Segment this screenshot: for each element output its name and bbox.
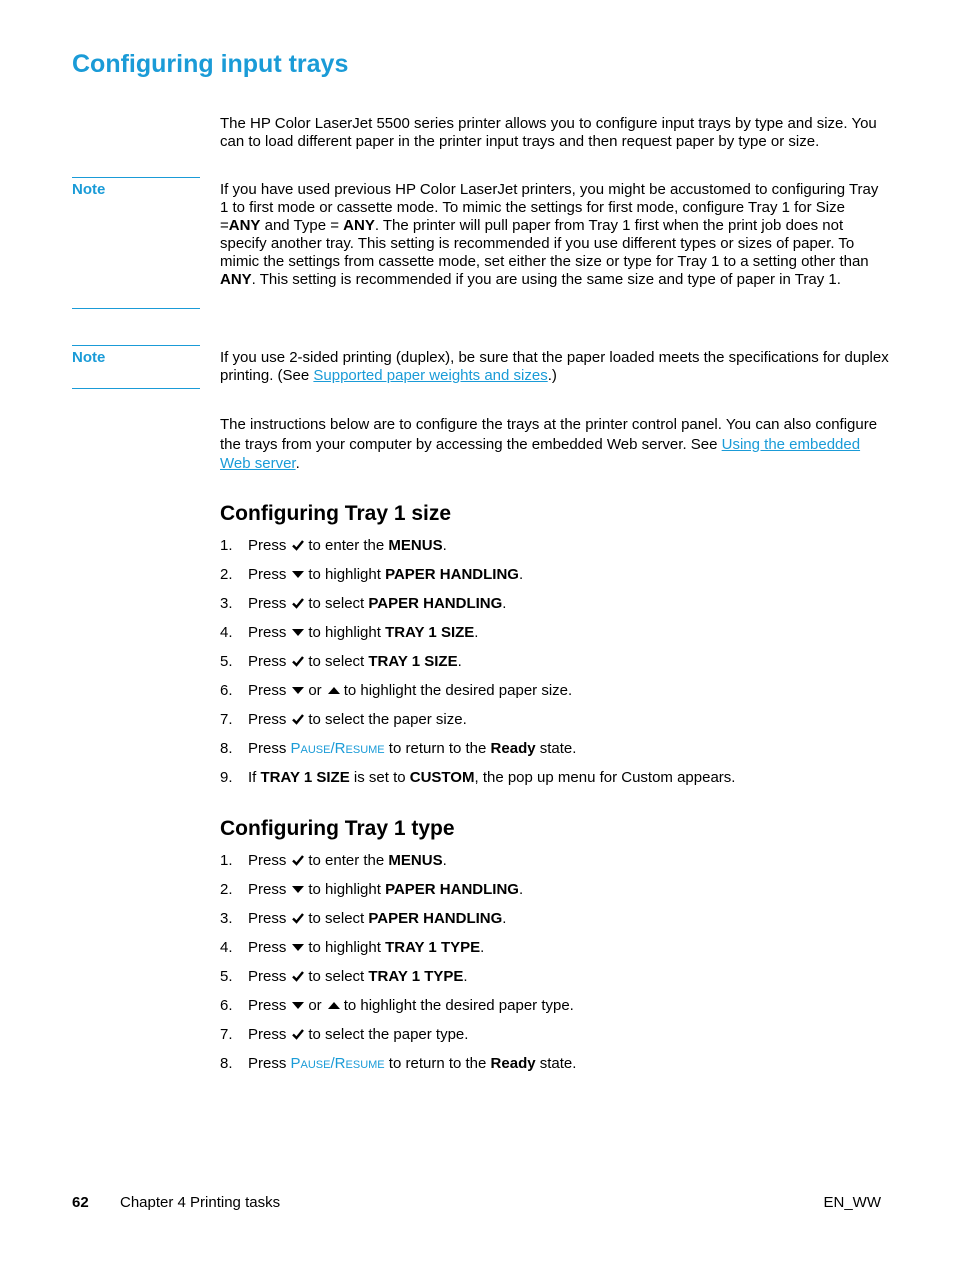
step-item: 1. Press to enter the MENUS. — [220, 537, 447, 554]
step-number: 2. — [220, 881, 233, 898]
step-item: 7. Press to select the paper size. — [220, 711, 467, 728]
step-item: 8. Press PAUSE/RESUME to return to the Ready state. — [220, 1055, 577, 1072]
step-item: 8. Press PAUSE/RESUME to return to the Ready state. — [220, 740, 577, 757]
section-heading: Configuring Tray 1 size — [220, 502, 452, 525]
step-item: 7. Press to select the paper type. — [220, 1026, 469, 1043]
checkmark-icon — [291, 969, 305, 983]
step-number: 3. — [220, 595, 233, 612]
step-item: 9. If TRAY 1 SIZE is set to CUSTOM, the pop up menu for Custom appears. — [220, 769, 736, 786]
step-number: 1. — [220, 537, 233, 554]
step-number: 6. — [220, 997, 233, 1014]
step-item: 5. Press to select TRAY 1 SIZE. — [220, 653, 462, 670]
checkmark-icon — [291, 1027, 305, 1041]
step-number: 3. — [220, 910, 233, 927]
note-top-rule — [72, 177, 200, 178]
step-item: 3. Press to select PAPER HANDLING. — [220, 595, 507, 612]
step-number: 5. — [220, 968, 233, 985]
note-bottom-rule — [72, 388, 200, 389]
down-arrow-icon — [291, 882, 305, 896]
tray-size-steps — [220, 537, 900, 798]
locale-code: EN_WW — [823, 1194, 881, 1211]
step-item: 1. Press to enter the MENUS. — [220, 852, 447, 869]
step-item: 6. Press or to highlight the desired paper type. — [220, 997, 574, 1014]
step-number: 8. — [220, 740, 233, 757]
down-arrow-icon — [291, 683, 305, 697]
checkmark-icon — [291, 654, 305, 668]
step-number: 2. — [220, 566, 233, 583]
step-item: 5. Press to select TRAY 1 TYPE. — [220, 968, 468, 985]
intro-paragraph: The HP Color LaserJet 5500 series printer allows you to configure input trays by type and size. You can to load different paper in the printer input trays and then request paper by type or size. — [220, 115, 877, 150]
embedded-web-server-link[interactable]: Using the embedded Web server — [220, 435, 861, 472]
pause-resume-key: PAUSE/RESUME — [290, 1055, 385, 1072]
step-number: 6. — [220, 682, 233, 699]
down-arrow-icon — [291, 625, 305, 639]
step-item: 4. Press to highlight TRAY 1 SIZE. — [220, 624, 479, 641]
step-number: 8. — [220, 1055, 233, 1072]
note-bottom-rule — [72, 308, 200, 309]
instructions-paragraph: The instructions below are to configure the trays at the printer control panel. You can also configure the trays from your computer by accessing the embedded Web server. See Using the embedded Web server. — [220, 416, 878, 472]
note-label: Note — [72, 181, 106, 198]
chapter-title: Chapter 4 Printing tasks — [120, 1194, 281, 1211]
step-number: 4. — [220, 624, 233, 641]
tray-type-steps — [220, 852, 900, 1084]
step-number: 1. — [220, 852, 233, 869]
down-arrow-icon — [291, 567, 305, 581]
down-arrow-icon — [291, 940, 305, 954]
checkmark-icon — [291, 911, 305, 925]
section-heading: Configuring Tray 1 type — [220, 817, 455, 840]
note-text: If you have used previous HP Color LaserJet printers, you might be accustomed to configuring Tray 1 to first mode or cassette mode. To mimic the settings for first mode, configure Tray 1 for Size =ANY and Type = ANY. The printer will pull paper from Tray 1 first when the print job does not specify another tray. This setting is recommended if you use different types or sizes of paper. To mimic the settings from cassette mode, set either the size or type for Tray 1 to a setting other than ANY. This setting is recommended if you are using the same size and type of paper in Tray 1. — [220, 181, 879, 288]
checkmark-icon — [291, 596, 305, 610]
step-number: 7. — [220, 1026, 233, 1043]
step-number: 5. — [220, 653, 233, 670]
note-top-rule — [72, 345, 200, 346]
note-label: Note — [72, 349, 106, 366]
up-arrow-icon — [327, 998, 341, 1012]
checkmark-icon — [291, 712, 305, 726]
page-title: Configuring input trays — [72, 50, 349, 78]
step-item: 2. Press to highlight PAPER HANDLING. — [220, 566, 524, 583]
up-arrow-icon — [327, 683, 341, 697]
step-number: 9. — [220, 769, 233, 786]
checkmark-icon — [291, 538, 305, 552]
checkmark-icon — [291, 853, 305, 867]
step-number: 4. — [220, 939, 233, 956]
step-item: 4. Press to highlight TRAY 1 TYPE. — [220, 939, 485, 956]
step-item: 3. Press to select PAPER HANDLING. — [220, 910, 507, 927]
step-number: 7. — [220, 711, 233, 728]
step-item: 2. Press to highlight PAPER HANDLING. — [220, 881, 524, 898]
pause-resume-key: PAUSE/RESUME — [290, 740, 385, 757]
page-number: 62 — [72, 1194, 89, 1211]
step-item: 6. Press or to highlight the desired paper size. — [220, 682, 573, 699]
down-arrow-icon — [291, 998, 305, 1012]
duplex-note-text: If you use 2-sided printing (duplex), be sure that the paper loaded meets the specifications for duplex printing. (See Supported paper weights and sizes.) — [220, 349, 889, 384]
supported-paper-link[interactable]: Supported paper weights and sizes — [313, 367, 548, 384]
